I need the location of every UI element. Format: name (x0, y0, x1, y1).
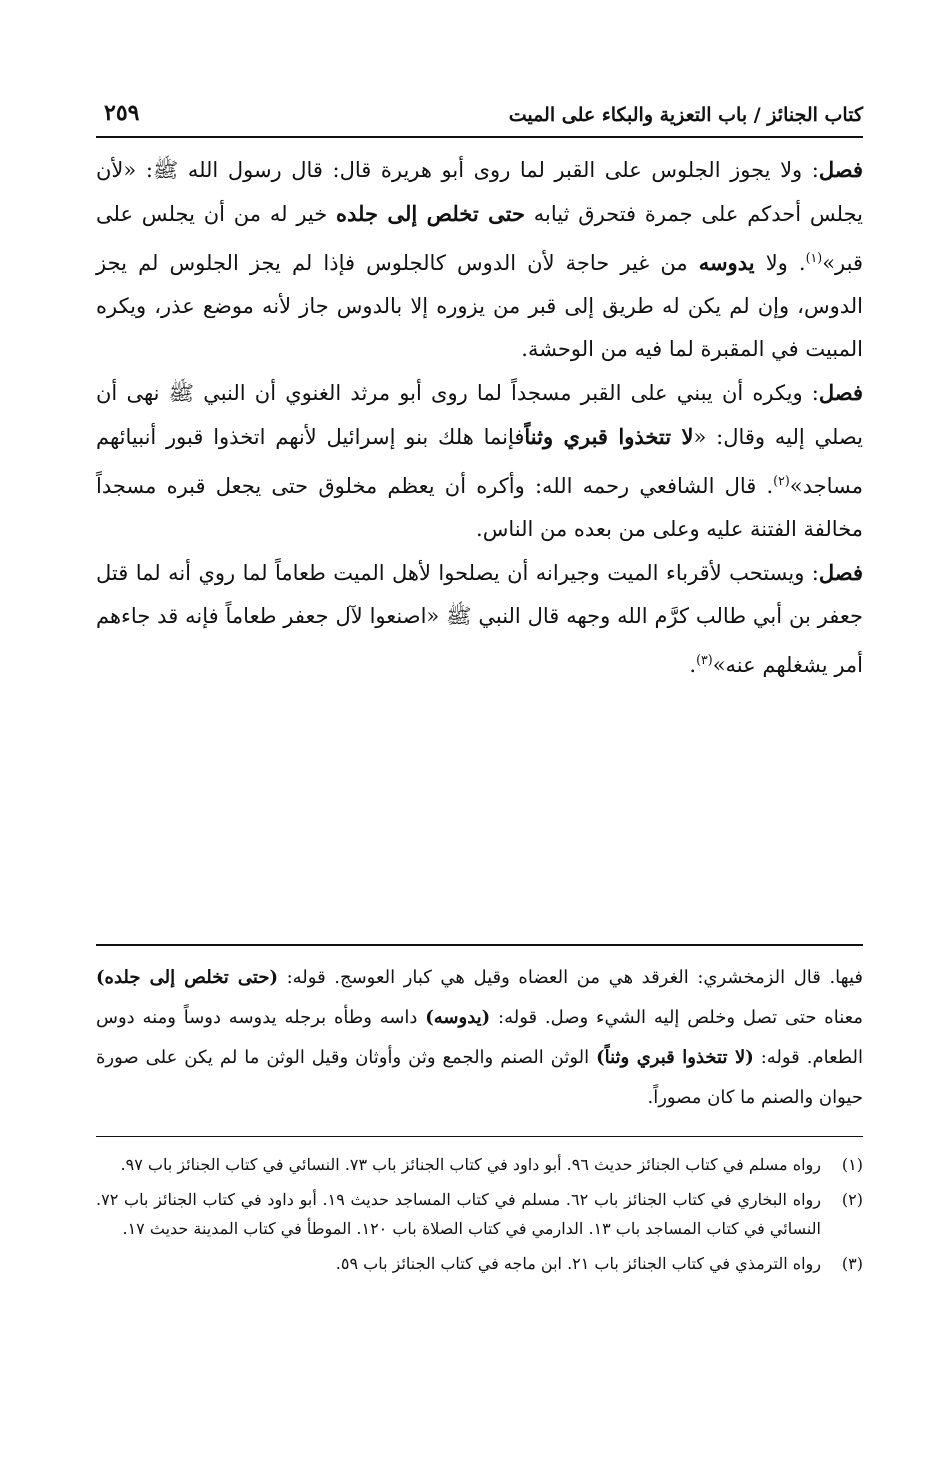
text-segment: معناه حتى تصل وخلص إليه الشيء وصل. قوله: (498, 1007, 863, 1028)
footnote-text: رواه البخاري في كتاب الجنائز باب ٦٢. مسلم في كتاب المساجد حديث ١٩. أبو داود في كتاب الجنائز باب ٧٢. النسائي في كتاب المساجد باب ١٣. الدارمي في كتاب الصلاة باب ١٢٠. الموطأ في كتاب المدينة حديث ١٧. (96, 1190, 821, 1238)
text-segment: فيها. قال الزمخشري: الغرقد هي من العضاه وقيل هي كبار العوسج. قوله: (286, 967, 863, 988)
text-segment: : ويكره أن يبني على القبر مسجداً لما روى أبو مرثد الغنوي أن النبي ﷺ نهى أن يصلي إليه وقال: « (96, 381, 863, 449)
footnote-number: (٣) (841, 1254, 863, 1273)
section-label: فصل (818, 157, 863, 182)
commentary-paragraph (96, 958, 863, 1118)
bold-phrase: (حتى تخلص إلى جلده) (96, 967, 279, 988)
text-segment: خير له من أن يجلس على قبر» (96, 202, 863, 275)
section-label: فصل (818, 560, 863, 585)
bold-phrase: (لا تتخذوا قبري وثناً) (596, 1047, 754, 1068)
commentary-divider (96, 944, 863, 946)
text-segment: من غير حاجة لأن الدوس كالجلوس فإذا لم يجز الجلوس لم يجز الدوس، وإن لم يكن له طريق إلى قبر من يزوره إلا بالدوس جاز لأنه موضع عذر، ويكره المبيت في المقبرة لما فيه من الوحشة. (96, 251, 863, 361)
paragraph-3 (96, 551, 863, 687)
footnote (96, 1185, 863, 1243)
page-number: ٢٥٩ (104, 100, 140, 126)
footnotes (96, 1150, 863, 1284)
footnote-number: (١) (841, 1155, 863, 1174)
text-segment: : ولا يجوز الجلوس على القبر لما روى أبو هريرة قال: قال رسول الله ﷺ: «لأن يجلس أحدكم على جمرة فتحرق ثيابه (96, 158, 863, 226)
text-segment: . (689, 653, 697, 677)
bold-phrase: حتى تخلص إلى جلده (336, 201, 525, 226)
text-segment: : ويستحب لأقرباء الميت وجيرانه أن يصلحوا لأهل الميت طعاماً لما روي أنه لما قتل جعفر بن أبي طالب كرَّم الله وجهه قال النبي ﷺ «اصنعوا لآل جعفر طعاماً فإنه قد جاءهم أمر يشغلهم عنه» (96, 561, 863, 677)
footnote-ref: (١) (805, 250, 823, 265)
paragraph-2 (96, 371, 863, 551)
bold-phrase: يدوسه (698, 250, 755, 275)
footnote-ref: (٣) (696, 652, 713, 667)
text-segment: داسه وطأه برجله يدوسه دوساً ومنه دوس الطعام. قوله: (96, 1007, 864, 1068)
text-segment: . قال الشافعي رحمه الله: وأكره أن يعظم مخلوق حتى يجعل قبره مسجداً مخالفة الفتنة عليه وعلى من بعده من الناس. (96, 474, 863, 541)
footnote-text: رواه مسلم في كتاب الجنائز حديث ٩٦. أبو داود في كتاب الجنائز باب ٧٣. النسائي في كتاب الجنائز باب ٩٧. (120, 1155, 821, 1174)
footnote-ref: (٢) (773, 473, 790, 488)
text-segment: . ولا (765, 251, 806, 275)
bold-phrase: لا تتخذوا قبري وثناً (524, 424, 694, 449)
header-title: كتاب الجنائز / باب التعزية والبكاء على الميت (508, 104, 863, 126)
footnote-number: (٢) (841, 1190, 863, 1209)
section-label: فصل (818, 380, 863, 405)
footnote (96, 1150, 863, 1179)
commentary (96, 958, 863, 1118)
main-text (96, 148, 863, 687)
footnotes-divider (96, 1136, 863, 1137)
footnote (96, 1249, 863, 1278)
paragraph-1 (96, 148, 863, 371)
text-segment: الوثن الصنم والجمع وثن وأوثان وقيل الوثن ما لم يكن على صورة حيوان والصنم ما كان مصوراً. (96, 1047, 863, 1108)
running-header (96, 96, 863, 138)
footnote-text: رواه الترمذي في كتاب الجنائز باب ٢١. ابن ماجه في كتاب الجنائز باب ٥٩. (335, 1254, 821, 1273)
text-segment: فإنما هلك بنو إسرائيل لأنهم اتخذوا قبور أنبيائهم مساجد» (96, 425, 863, 498)
bold-phrase: (يدوسه) (425, 1007, 491, 1028)
